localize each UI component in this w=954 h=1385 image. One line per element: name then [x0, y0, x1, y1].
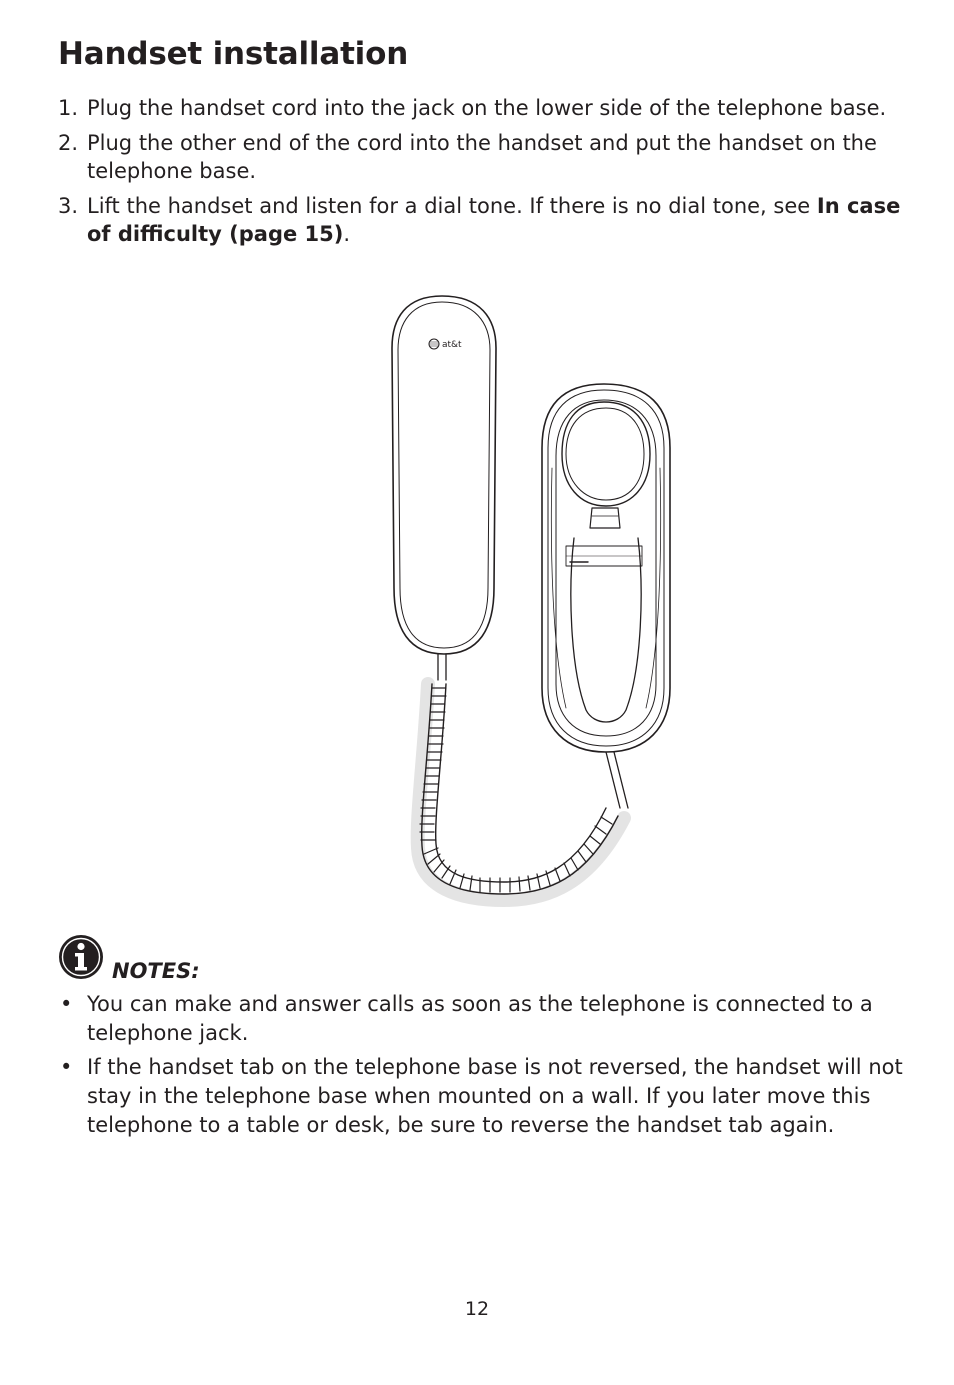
- step-item: [58, 94, 918, 123]
- step-text: Lift the handset and listen for a dial tone. If there is no dial tone, see: [87, 193, 817, 218]
- bullet: •: [60, 992, 73, 1016]
- handset-logo-text: at&t: [442, 340, 462, 350]
- telephone-base-drawing: [542, 384, 670, 808]
- note-item: [58, 990, 920, 1048]
- step-number: 2.: [58, 130, 79, 155]
- step-number: 3.: [58, 193, 79, 218]
- handset-drawing: [392, 296, 496, 680]
- page-reference-link-text: In case of difficulty (page 15): [87, 193, 901, 246]
- step-number: 1.: [58, 96, 79, 120]
- step-text: Plug the other end of the cord into the handset and put the handset on the telephone base.: [87, 130, 877, 183]
- step-text-end: .: [343, 222, 351, 246]
- notes-header: [58, 934, 358, 984]
- bullet: •: [60, 1055, 73, 1079]
- notes-title: NOTES:: [112, 959, 200, 983]
- notes-list: [58, 990, 920, 1145]
- installation-steps: [58, 94, 918, 255]
- page-title: Handset installation: [58, 36, 409, 72]
- step-text: Plug the handset cord into the jack on the lower side of the telephone base.: [87, 96, 887, 120]
- telephone-illustration: [380, 288, 680, 908]
- step-item: [58, 192, 918, 249]
- step-item: [58, 129, 918, 186]
- info-icon: [58, 934, 104, 980]
- note-text: You can make and answer calls as soon as the telephone is connected to a telephone jack.: [87, 992, 873, 1045]
- note-text: If the handset tab on the telephone base is not reversed, the handset will not stay in the telephone base when mounted on a wall. If you later move this telephone to a table or desk, be sure to reverse the handset tab again.: [87, 1055, 903, 1137]
- note-item: [58, 1053, 920, 1140]
- page-number: 12: [464, 1298, 490, 1320]
- coiled-cord-drawing: [418, 684, 624, 900]
